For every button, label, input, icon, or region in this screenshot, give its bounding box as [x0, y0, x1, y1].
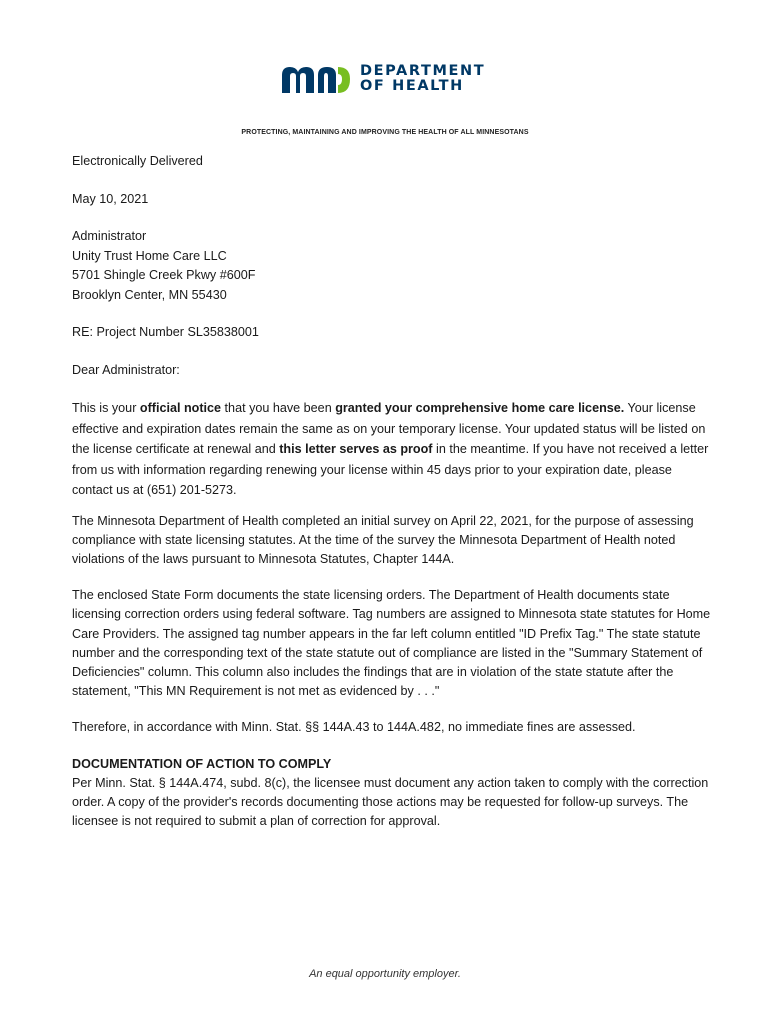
- mdh-logo: [280, 62, 490, 96]
- org-name-line2: OF HEALTH: [360, 78, 464, 94]
- recipient-title: Administrator: [72, 229, 147, 243]
- paragraph-license-notice: [72, 398, 712, 501]
- recipient-city: Brooklyn Center, MN 55430: [72, 287, 227, 302]
- para1-bold-official-notice: official notice: [139, 401, 222, 415]
- paragraph-fines: Therefore, in accordance with Minn. Stat. §§ 144A.43 to 144A.482, no immediate fines are assessed.: [72, 720, 636, 735]
- mn-logo-icon: [280, 63, 352, 95]
- para1-text-3: Your license effective and expiration dates remain the same as on your temporary license. Your updated status will be listed on the license certificate at renewal and: [72, 401, 706, 456]
- paragraph-survey: The Minnesota Department of Health completed an initial survey on April 22, 2021, for the purpose of assessing compliance with state licensing statutes. At the time of the survey the Minnesota Department of Health noted violations of the laws pursuant to Minnesota Statutes, Chapter 144A.: [72, 513, 694, 566]
- tagline: PROTECTING, MAINTAINING AND IMPROVING THE HEALTH OF ALL MINNESOTANS: [241, 129, 529, 136]
- re-line: RE: Project Number SL35838001: [72, 325, 259, 339]
- paragraph-state-form: The enclosed State Form documents the state licensing orders. The Department of Health documents state licensing correction orders using federal software. Tag numbers are assigned to Minnesota state statutes for Home Care Providers. The assigned tag number appears in the far left column entitled "ID Prefix Tag." The state statute number and the corresponding text of the state statute out of compliance are listed in the "Summary Statement of Deficiencies" column. This column also includes the findings that are in violation of the state statute after the statement, "This MN Requirement is not met as evidenced by . . .": [72, 588, 711, 699]
- letter-body: [72, 152, 712, 831]
- section-heading: DOCUMENTATION OF ACTION TO COMPLY: [72, 756, 332, 771]
- para1-text-2: that you have been: [221, 401, 336, 415]
- paragraph-documentation: Per Minn. Stat. § 144A.474, subd. 8(c), the licensee must document any action taken to comply with the correction order. A copy of the provider's records documenting those actions may be requested for follow-up surveys. The licensee is not required to submit a plan of correction for approval.: [72, 775, 709, 829]
- salutation: Dear Administrator:: [72, 362, 180, 377]
- letter-date: May 10, 2021: [72, 191, 149, 206]
- org-name-line1: DEPARTMENT: [360, 63, 486, 79]
- org-name: [360, 64, 485, 94]
- recipient-street: 5701 Shingle Creek Pkwy #600F: [72, 268, 256, 282]
- recipient-address: [72, 227, 712, 305]
- para1-text-4: in the meantime. If you have not received a letter from us with information regarding renewing your license within 45 days prior to your expiration date, please contact us at (651) 201-5273.: [72, 442, 709, 497]
- footer-statement: An equal opportunity employer.: [309, 968, 461, 980]
- recipient-company: Unity Trust Home Care LLC: [72, 248, 227, 263]
- para1-text-1: This is your: [72, 401, 140, 415]
- para1-bold-license-granted: granted your comprehensive home care license.: [335, 401, 625, 415]
- delivery-method: Electronically Delivered: [72, 154, 203, 168]
- para1-bold-proof: this letter serves as proof: [279, 442, 433, 456]
